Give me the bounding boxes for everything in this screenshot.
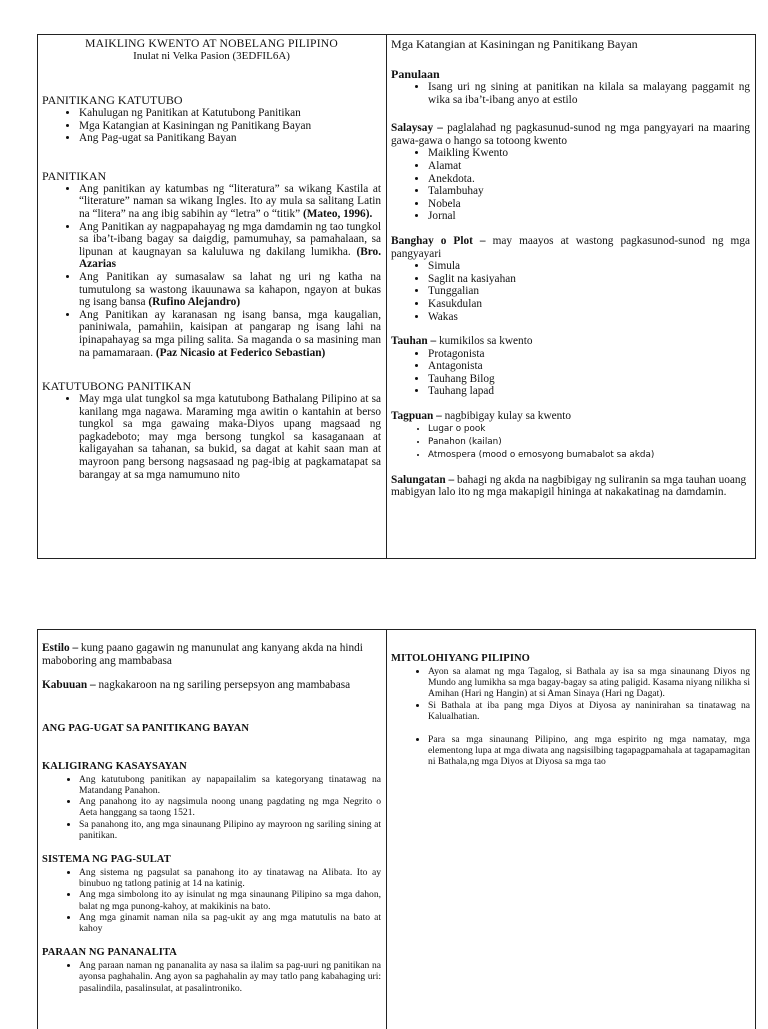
list-item: • Ang Panitikan ay nagpapahayag ng mga damdamin ng tao tungkol sa iba’t-ibang bagay sa daigdig, pamumuhay, sa pamahalaan, sa lipunan at kaugnayan sa kaluluwa ng dakilang lumikha. (Bro. Azarias — [79, 221, 381, 271]
panitikan-list — [42, 183, 381, 359]
list-item: • Antagonista — [428, 360, 750, 373]
tauhan-definition: Tauhan – kumikilos sa kwento — [391, 335, 533, 348]
list-item: • Ang sistema ng pagsulat sa panahong ito ay tinatawag na Alibata. Ito ay binubuo ng tatlong patinig at 14 na katinig. — [79, 867, 381, 889]
tagpuan-definition: Tagpuan – nagbibigay kulay sa kwento — [391, 410, 572, 423]
heading-katutubong-panitikan: KATUTUBONG PANITIKAN — [42, 379, 192, 394]
list-item: • Mga Katangian at Kasiningan ng Panitikang Bayan — [79, 120, 381, 133]
list-item: • Atmospera (mood o emosyong bumabalot sa akda) — [428, 449, 750, 462]
list-item: • Alamat — [428, 160, 750, 173]
list-item: • Isang uri ng sining at panitikan na kilala sa malayang paggamit ng wika sa iba’t-ibang anyo at estilo — [428, 81, 750, 106]
list-item: • Ang panahong ito ay nagsimula noong unang pagdating ng mga Negrito o Aeta hanggang sa taong 1521. — [79, 796, 381, 818]
bottom-table — [37, 629, 756, 1029]
document-author: Inulat ni Velka Pasion (3EDFIL6A) — [133, 50, 290, 62]
salungatan-definition: Salungatan – bahagi ng akda na nagbibigay ng suliranin sa mga tauhan uoang mabigyan lalo ito ng mga makapigil hininga at nakakatinag na damdamin. — [391, 473, 747, 499]
list-item: • Simula — [428, 260, 750, 273]
tagpuan-list — [391, 423, 750, 462]
list-item: • Sa panahong ito, ang mga sinaunang Pilipino ay mayroon ng sariling sining at panitikan. — [79, 819, 381, 841]
list-item: • Wakas — [428, 311, 750, 324]
estilo-definition: Estilo – kung paano gagawin ng manunulat ang kanyang akda na hindi maboboring ang mambabasa — [42, 642, 363, 667]
list-item: • May mga ulat tungkol sa mga katutubong Bathalang Pilipino at sa kanilang mga nagawa. Maraming mga awitin o kantahin at berso tungkol sa mga gawaing maka-Diyos upang magsaad ng pagkadeboto; may mga bersong tungkol sa kasaganaan at kaligayahan sa tahanan, sa bukid, sa dagat at kahit saan man at mayroon pang bersong nagsasaad ng pag-ibig at pagkamatapat sa barangay at sa mga namumuno nito — [79, 393, 381, 481]
list-item: • Jornal — [428, 210, 750, 223]
mitolohiya-list — [391, 666, 750, 722]
kaligiran-list — [42, 774, 381, 841]
list-item: • Tauhang lapad — [428, 385, 750, 398]
list-item: • Talambuhay — [428, 185, 750, 198]
bottom-left-column — [38, 630, 387, 1029]
heading-panulaan: Panulaan — [391, 67, 440, 81]
sistema-list — [42, 867, 381, 934]
topic-list — [42, 107, 381, 145]
list-item: • Ayon sa alamat ng mga Tagalog, si Bathala ay isa sa mga sinaunang Diyos ng Mundo ang lumikha sa mga bagay-bagay sa ating paligid. Kasama niyang nilikha si Amihan (Hari ng Hangin) at si Aman Sinaya (Hari ng Dagat). — [428, 666, 750, 700]
list-item: • Ang mga simbolong ito ay isinulat ng mga sinaunang Pilipino sa mga dahon, balat ng mga punong-kahoy, at makikinis na bato. — [79, 889, 381, 911]
list-item: • Ang katutubong panitikan ay napapailalim sa kategoryang tinatawag na Matandang Panahon. — [79, 774, 381, 796]
top-left-column — [38, 35, 387, 558]
list-item: • Tauhang Bilog — [428, 373, 750, 386]
list-item: • Panahon (kailan) — [428, 436, 750, 449]
list-item: • Ang mga ginamit naman nila sa pag-ukit ay ang mga matutulis na bato at kahoy — [79, 912, 381, 934]
katutubo-list — [42, 393, 381, 481]
heading-sistema: SISTEMA NG PAG-SULAT — [42, 854, 171, 865]
kabuuan-definition: Kabuuan – nagkakaroon na ng sariling persepsyon ang mambabasa — [42, 679, 351, 692]
list-item: • Ang panitikan ay katumbas ng “literatura” sa wikang Kastila at “literature” naman sa wikang Ingles. Ito ay mula sa salitang Latin na “litera” na ang ibig sabihin ay “letra” o “titik” (Mateo, 1996). — [79, 183, 381, 221]
list-item: • Kasukdulan — [428, 298, 750, 311]
list-item: • Ang Panitikan ay sumasalaw sa lahat ng uri ng katha na tumutulong sa wastong ikauunawa sa kahapon, ngayon at bukas ng isang bansa (Rufino Alejandro) — [79, 271, 381, 309]
list-item: • Ang Pag-ugat sa Panitikang Bayan — [79, 132, 381, 145]
heading-paraan: PARAAN NG PANANALITA — [42, 947, 177, 959]
list-item: • Protagonista — [428, 348, 750, 361]
banghay-list — [391, 260, 750, 323]
salaysay-list — [391, 147, 750, 223]
list-item: • Nobela — [428, 198, 750, 211]
banghay-definition: Banghay o Plot – may maayos at wastong pagkasunod-sunod ng mga pangyayari — [391, 234, 750, 260]
list-item: • Maikling Kwento — [428, 147, 750, 160]
heading-mitolohiya: MITOLOHIYANG PILIPINO — [391, 653, 530, 664]
list-item: • Ang paraan naman ng pananalita ay nasa sa ilalim sa pag-uuri ng panitikan na ayonsa paghahalin. Ang ayon sa paghahalin ay may tatlo pang kabahaging uri: pasalindila, pasalinsulat, at pasalintroniko. — [79, 960, 381, 994]
heading-pag-ugat: ANG PAG-UGAT SA PANITIKANG BAYAN — [42, 722, 250, 734]
salaysay-definition: Salaysay – paglalahad ng pagkasunud-sunod ng mga pangyayari na maaring gawa-gawa o hango sa totoong kwento — [391, 122, 750, 147]
paraan-list — [42, 960, 381, 994]
heading-kaligiran: KALIGIRANG KASAYSAYAN — [42, 760, 187, 772]
document-title: MAIKLING KWENTO AT NOBELANG PILIPINO — [85, 37, 338, 50]
list-item: • Tunggalian — [428, 285, 750, 298]
list-item: • Anekdota. — [428, 173, 750, 186]
heading-panitikang-katutubo: PANITIKANG KATUTUBO — [42, 93, 183, 107]
list-item: • Para sa mga sinaunang Pilipino, ang mga espirito ng mga namatay, mga elementong lupa at mga diwata ang nagsisilbing tagapagpamahala at tagapamagitan ni Bathala,ng mga Diyos at Diyosa sa mga tao — [428, 734, 750, 768]
tauhan-list — [391, 348, 750, 398]
top-right-column — [387, 35, 755, 558]
list-item: • Ang Panitikan ay karanasan ng isang bansa, mga kaugalian, paniniwala, pamahiin, kaisipan at pangarap ng isang lahi na ipinapahayag sa mga piling salita. Sa maganda o sa masining man na pamamaraan. (Paz Nicasio at Federico Sebastian) — [79, 309, 381, 359]
section-title: Mga Katangian at Kasiningan ng Panitikang Bayan — [391, 37, 638, 51]
list-item: • Lugar o pook — [428, 423, 750, 436]
heading-panitikan: PANITIKAN — [42, 168, 107, 183]
list-item: • Kahulugan ng Panitikan at Katutubong Panitikan — [79, 107, 381, 120]
list-item: • Saglit na kasiyahan — [428, 273, 750, 286]
list-item: • Si Bathala at iba pang mga Diyos at Diyosa ay naninirahan sa tinatawag na Kalualhatian. — [428, 700, 750, 722]
top-table — [37, 34, 756, 559]
mitolohiya-list-2 — [391, 734, 750, 768]
bottom-right-column — [387, 630, 755, 1029]
